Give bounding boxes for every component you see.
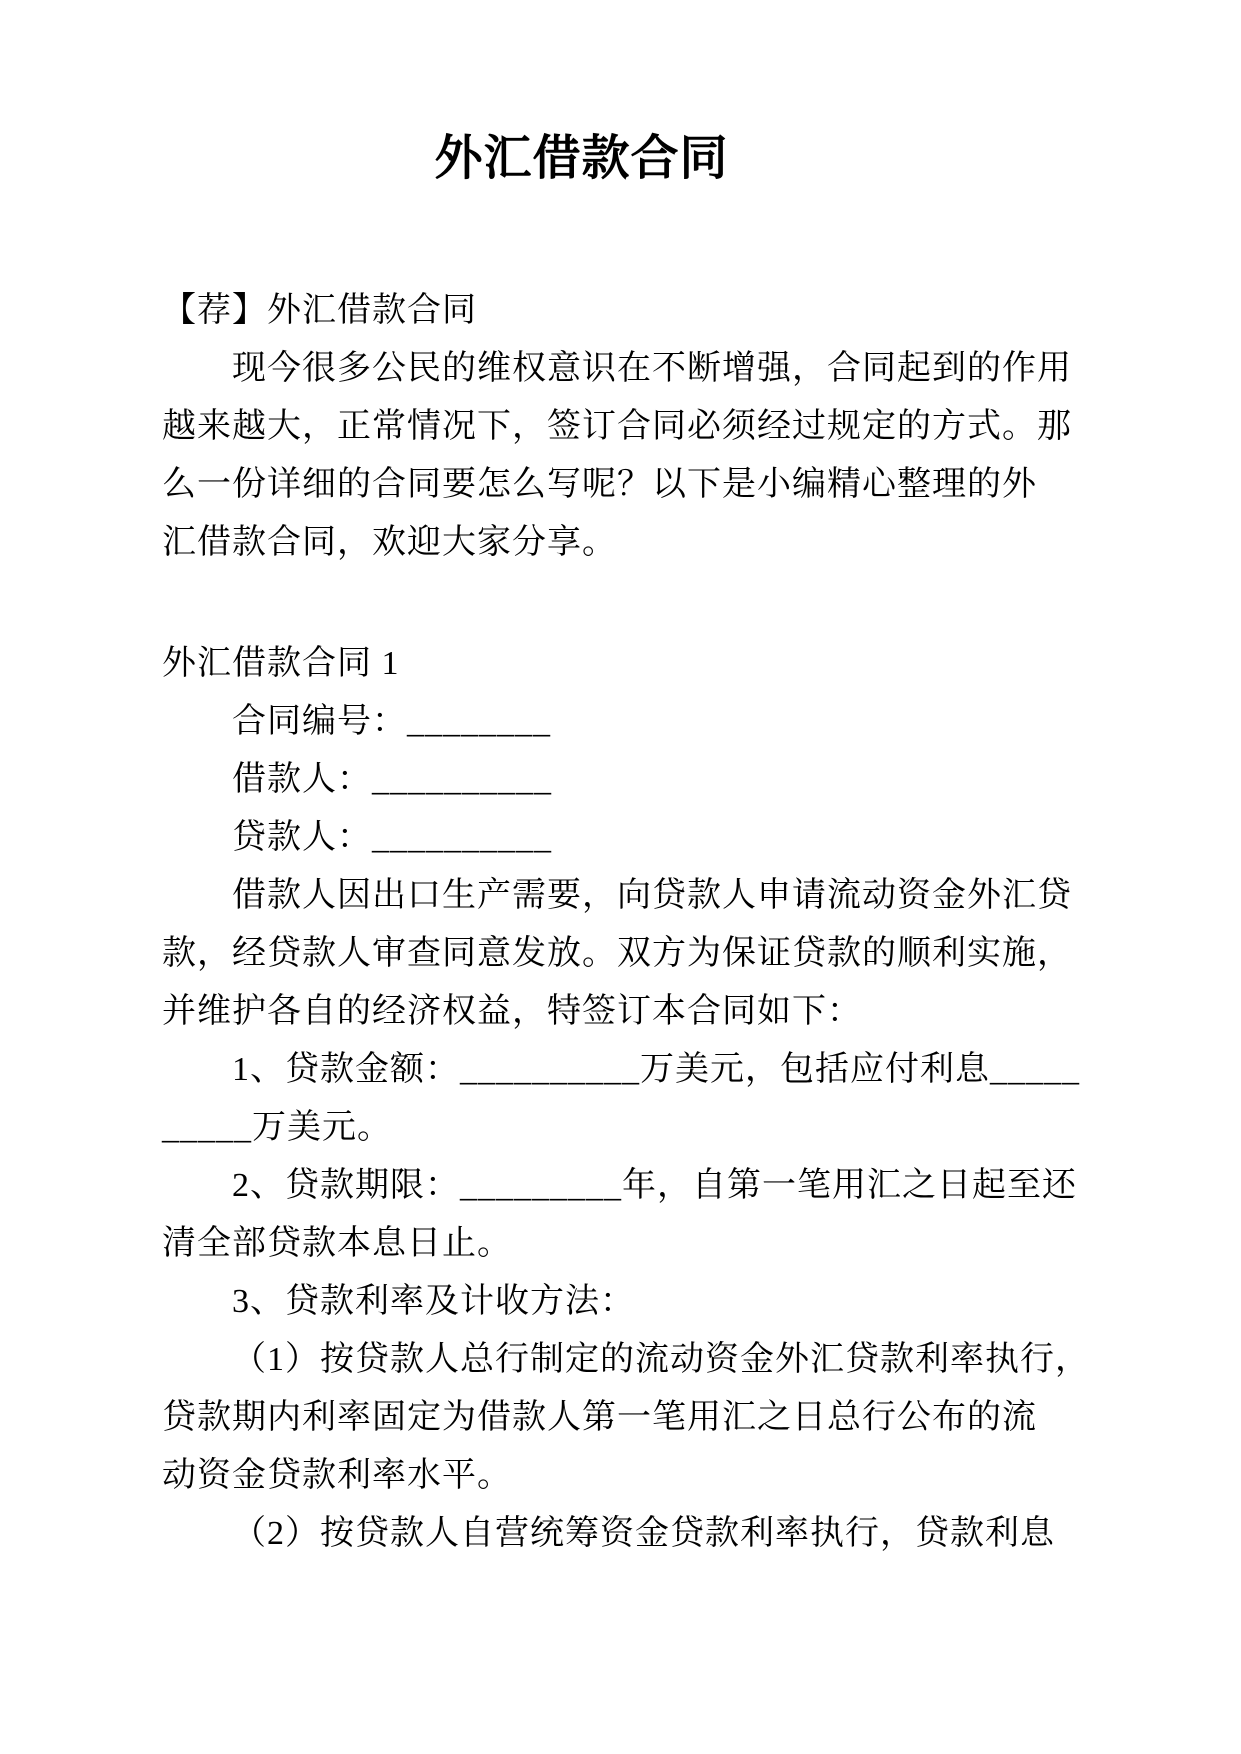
document-line: 款，经贷款人审查同意发放。双方为保证贷款的顺利实施， xyxy=(162,935,1072,972)
document-line: 1、贷款金额：__________万美元，包括应付利息_____ xyxy=(232,1051,1080,1088)
document-line: 并维护各自的经济权益，特签订本合同如下： xyxy=(162,993,862,1030)
document-line: 借款人：__________ xyxy=(232,761,552,798)
document-body xyxy=(162,282,1090,1563)
document-line: 借款人因出口生产需要，向贷款人申请流动资金外汇贷 xyxy=(232,877,1072,914)
document-line: 贷款期内利率固定为借款人第一笔用汇之日总行公布的流 xyxy=(162,1399,1037,1436)
document-line: 合同编号：________ xyxy=(232,703,551,740)
document-line: _____万美元。 xyxy=(162,1109,392,1146)
document-content xyxy=(162,0,1090,1563)
document-line: （2）按贷款人自营统筹资金贷款利率执行，贷款利息 xyxy=(232,1515,1055,1552)
document-line: 3、贷款利率及计收方法： xyxy=(232,1283,635,1320)
document-line: （1）按贷款人总行制定的流动资金外汇贷款利率执行， xyxy=(232,1341,1090,1378)
document-line: 贷款人：__________ xyxy=(232,819,552,856)
document-line: 清全部贷款本息日止。 xyxy=(162,1225,512,1262)
document-line: 【荐】外汇借款合同 xyxy=(162,292,477,329)
document-title: 外汇借款合同 xyxy=(434,132,729,185)
document-line: 动资金贷款利率水平。 xyxy=(162,1457,512,1494)
document-line: 么一份详细的合同要怎么写呢？以下是小编精心整理的外 xyxy=(162,466,1037,503)
document-line: 越来越大，正常情况下，签订合同必须经过规定的方式。那 xyxy=(162,408,1072,445)
document-line: 2、贷款期限：_________年，自第一笔用汇之日起至还 xyxy=(232,1167,1077,1204)
document-line: 汇借款合同，欢迎大家分享。 xyxy=(162,524,617,561)
document-line: 现今很多公民的维权意识在不断增强，合同起到的作用 xyxy=(232,350,1072,387)
document-line: 外汇借款合同 1 xyxy=(162,645,400,682)
